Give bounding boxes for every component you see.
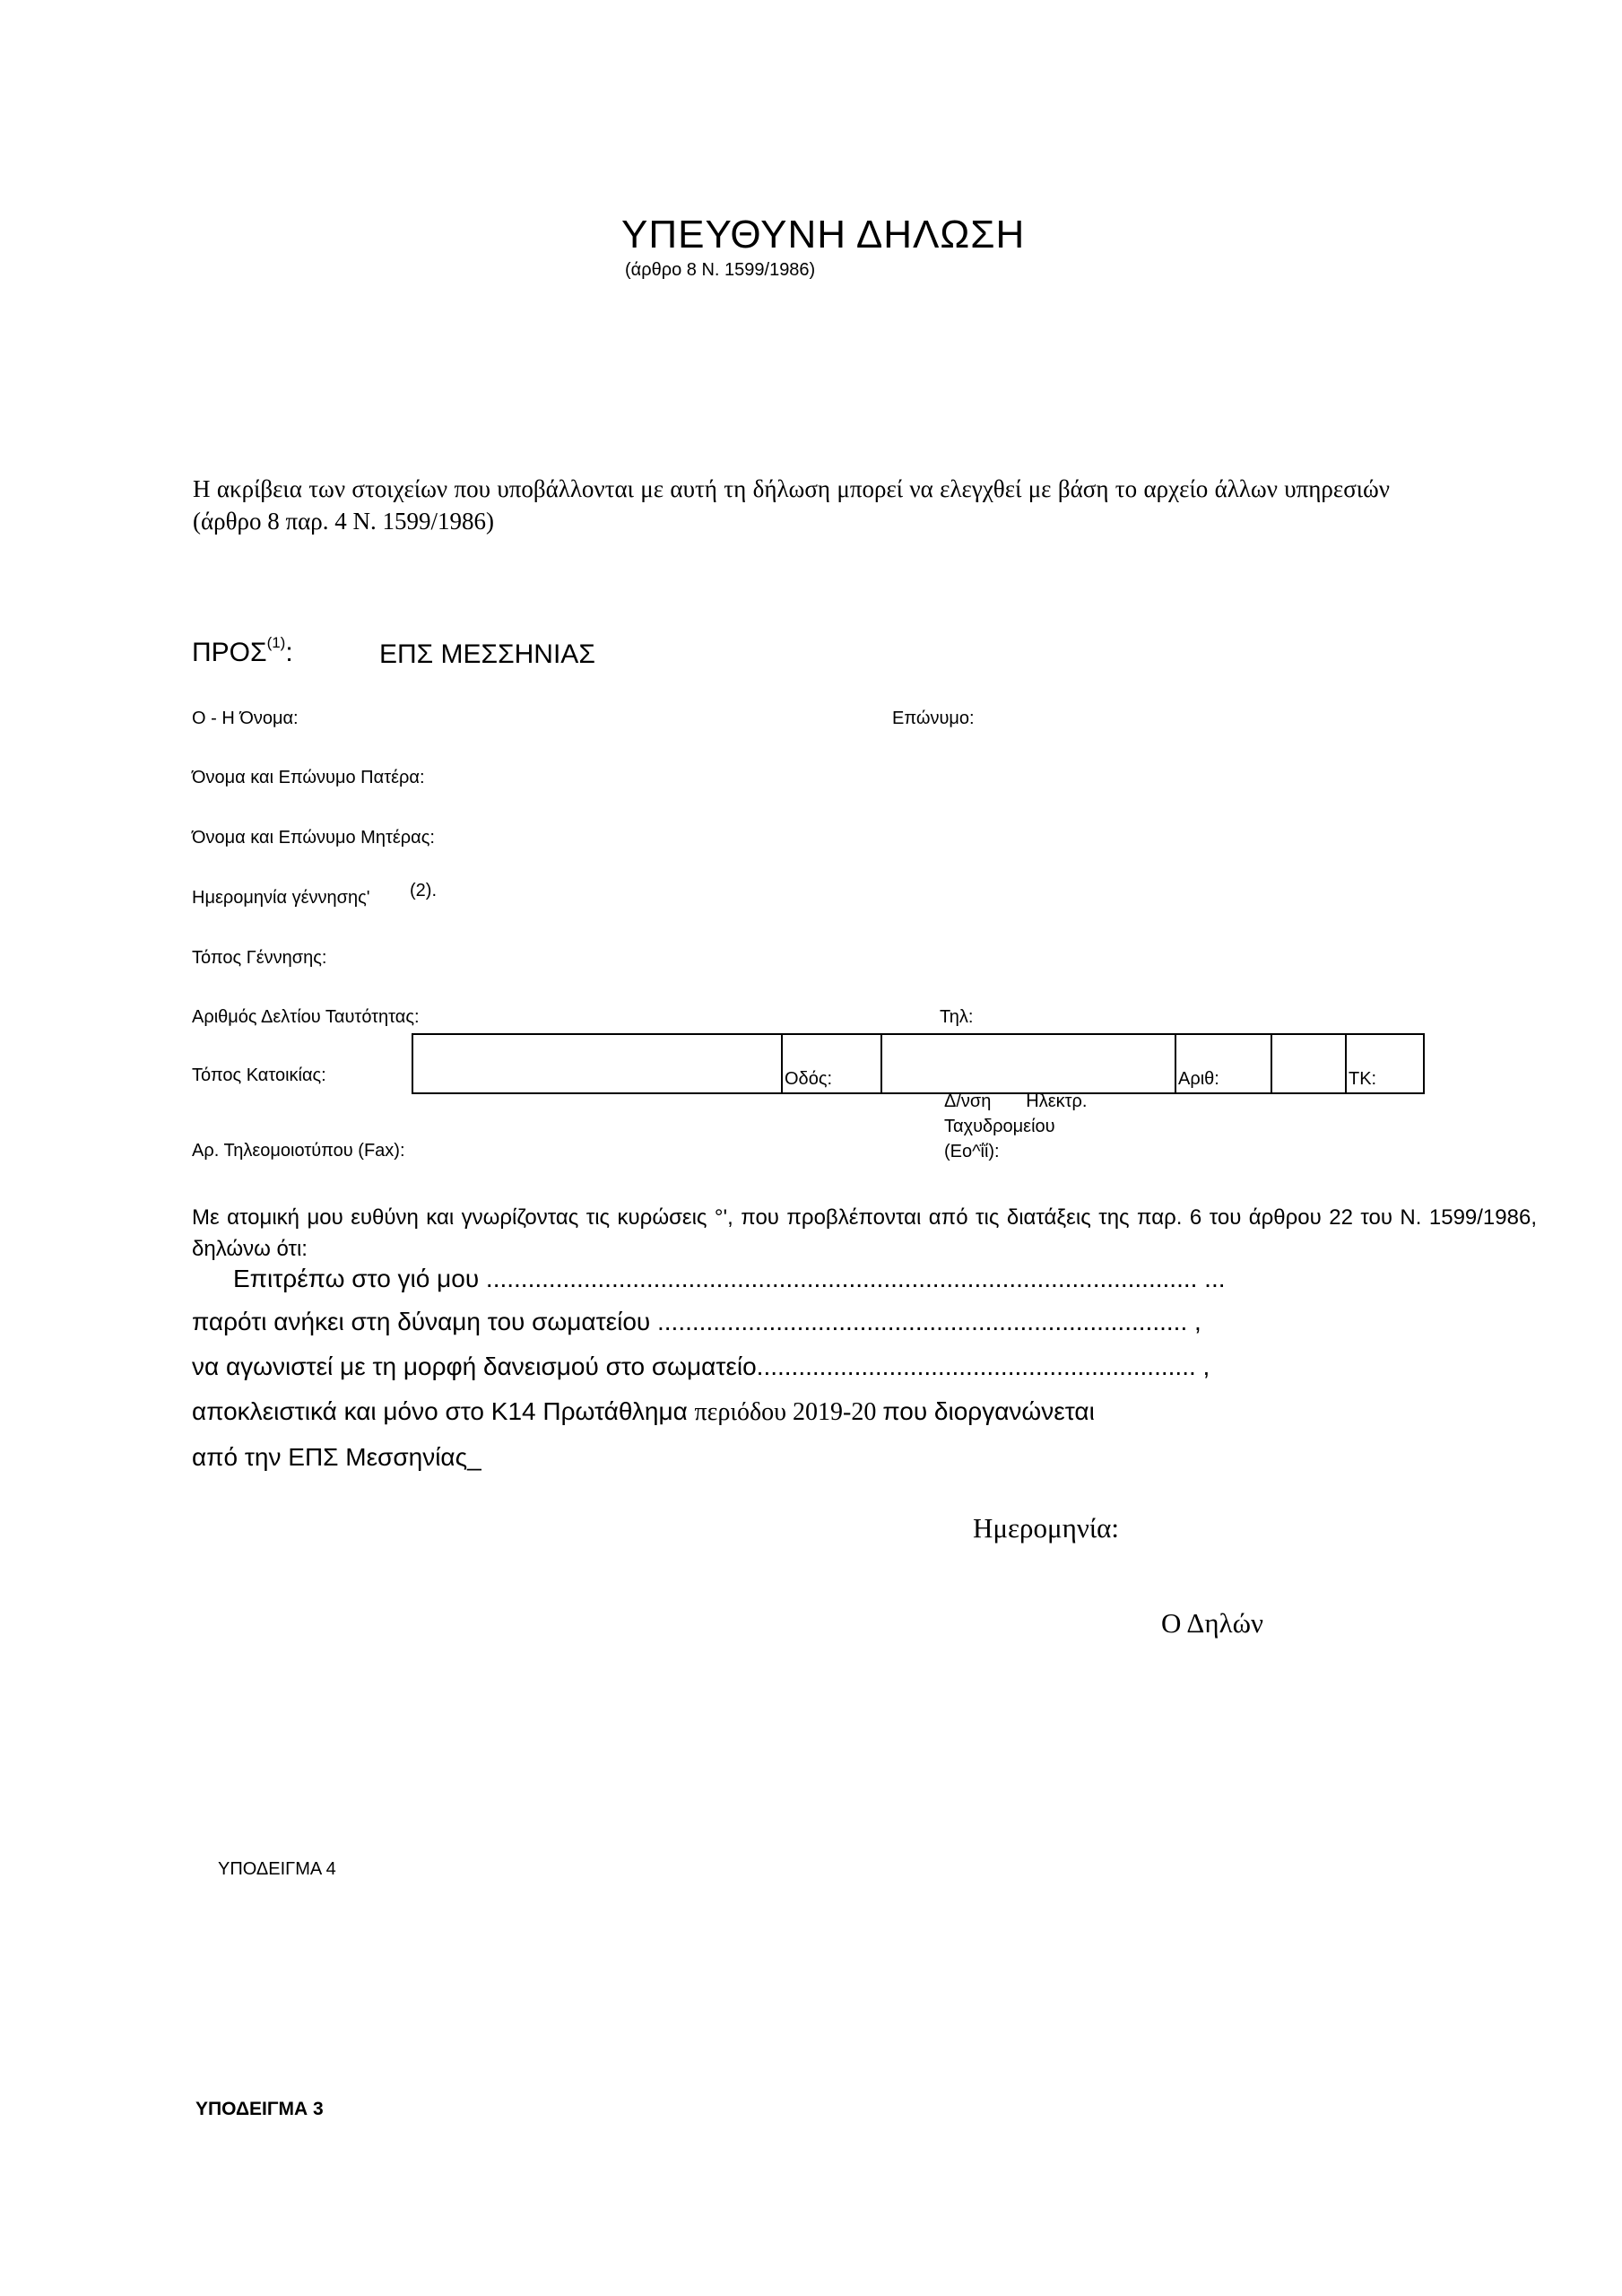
accuracy-notice: Η ακρίβεια των στοιχείων που υποβάλλονται με αυτή τη δήλωση μπορεί να ελεγχθεί με βάση το αρχείο άλλων υπηρεσιών (άρθρο 8 παρ. 4 Ν. 1599/1986): [193, 475, 1390, 535]
recipient-label: [192, 634, 293, 668]
declaration-line-championship: [192, 1397, 1095, 1427]
email-label-line2: Ταχυδρομείου: [944, 1117, 1055, 1136]
birthdate-footnote: (2).: [410, 881, 437, 900]
residence-label: Τόπος Κατοικίας:: [192, 1065, 326, 1085]
surname-label: Επώνυμο:: [892, 709, 975, 728]
birthdate-label: Ημερομηνία γέννησης': [192, 888, 370, 908]
recipient-label-text: ΠΡΟΣ: [192, 638, 267, 667]
birthplace-label: Τόπος Γέννησης:: [192, 948, 327, 968]
document-subtitle: (άρθρο 8 Ν. 1599/1986): [625, 260, 816, 280]
sample-4-label: ΥΠΟΔΕΙΓΜΑ 4: [218, 1859, 336, 1879]
declaration-line-son: Επιτρέπω στο γιό μου ...................................................................................................... ...: [233, 1265, 1226, 1292]
email-label-line3: (Εο^ΐί):: [944, 1142, 1000, 1161]
championship-text-a: αποκλειστικά και μόνο στο Κ14 Πρωτάθλημα: [192, 1397, 695, 1425]
table-divider: [1175, 1035, 1176, 1092]
id-card-label: Αριθμός Δελτίου Ταυτότητας:: [192, 1007, 420, 1027]
recipient-value: ΕΠΣ ΜΕΣΣΗΝΙΑΣ: [379, 639, 595, 669]
fax-label: Αρ. Τηλεομοιοτύπου (Fax):: [192, 1141, 405, 1161]
father-name-label: Όνομα και Επώνυμο Πατέρα:: [192, 768, 425, 787]
address-table: [412, 1033, 1425, 1094]
email-label-line1: Δ/νση Ηλεκτρ.: [944, 1091, 1088, 1111]
street-label: Οδός:: [785, 1069, 833, 1089]
table-divider: [880, 1035, 882, 1092]
document-title: ΥΠΕΥΘΥΝΗ ΔΗΛΩΣΗ: [621, 213, 1026, 257]
recipient-colon: :: [285, 638, 293, 667]
date-label: Ημερομηνία:: [973, 1512, 1120, 1544]
sample-3-label: ΥΠΟΔΕΙΓΜΑ 3: [195, 2099, 324, 2119]
signer-label: Ο Δηλών: [1161, 1607, 1264, 1639]
number-label: Αριθ:: [1178, 1069, 1219, 1089]
championship-text-c: που διοργανώνεται: [882, 1397, 1095, 1425]
mother-name-label: Όνομα και Επώνυμο Μητέρας:: [192, 828, 435, 848]
table-divider: [1345, 1035, 1347, 1092]
phone-label: Τηλ:: [940, 1007, 974, 1027]
table-divider: [781, 1035, 783, 1092]
recipient-footnote: (1): [266, 634, 286, 651]
declaration-line-club: παρότι ανήκει στη δύναμη του σωματείου ............................................................................ ,: [192, 1308, 1201, 1335]
table-divider: [1271, 1035, 1272, 1092]
postcode-label: ΤΚ:: [1349, 1069, 1377, 1089]
declaration-line-loan: να αγωνιστεί με τη μορφή δανεισμού στο σωματείο............................................................... ,: [192, 1352, 1210, 1380]
declaration-intro: Με ατομική μου ευθύνη και γνωρίζοντας τις κυρώσεις °', που προβλέπονται από τις διατάξεις της παρ. 6 του άρθρου 22 του Ν. 1599/1986, δηλώνω ότι:: [192, 1205, 1537, 1261]
declaration-line-organizer: από την ΕΠΣ Μεσσηνίας_: [192, 1443, 481, 1471]
championship-period: περιόδου 2019-20: [694, 1398, 883, 1426]
first-name-label: Ο - Η Όνομα:: [192, 709, 299, 728]
